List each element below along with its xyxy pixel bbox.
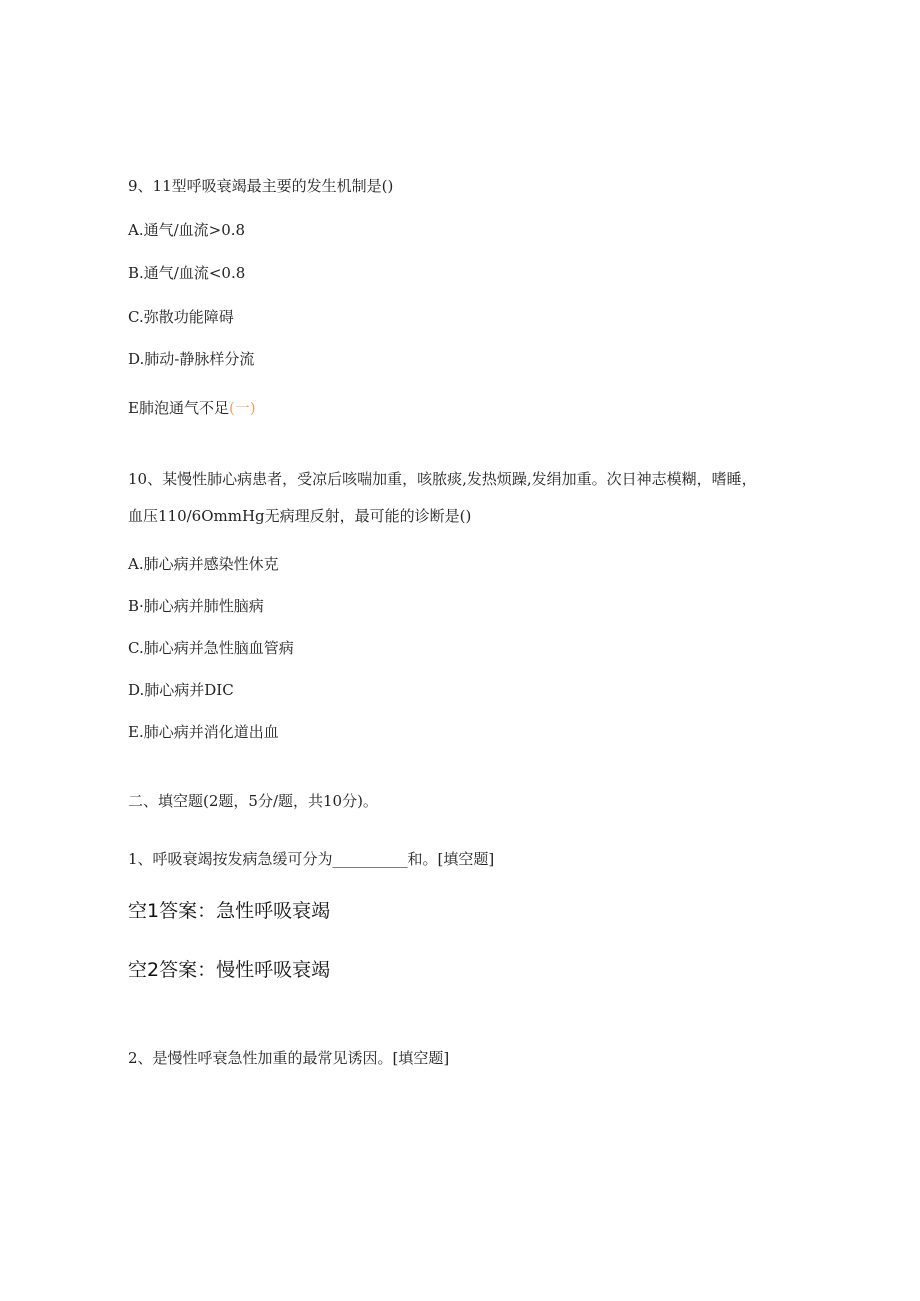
answer-mark: (一) [228, 399, 256, 417]
fill-question-2-stem: 2、是慢性呼衰急性加重的最常见诱因。[填空题] [128, 1049, 450, 1067]
question-9-option-c: C.弥散功能障碍 [128, 308, 234, 326]
fill-question-1-stem: 1、呼吸衰竭按发病急缓可分为__________和。[填空题] [128, 850, 495, 868]
fill-question-1-answer-1: 空1答案：急性呼吸衰竭 [128, 900, 331, 922]
question-10-option-d: D.肺心病并DIC [128, 681, 234, 699]
question-9-option-e-text: E肺泡通气不足 [128, 399, 229, 417]
question-9-option-a: A.通气/血流>0.8 [128, 221, 246, 239]
section-heading: 二、填空题(2题，5分/题，共10分)。 [128, 792, 378, 810]
question-10-option-c: C.肺心病并急性脑血管病 [128, 639, 294, 657]
question-10-option-e: E.肺心病并消化道出血 [128, 723, 279, 741]
question-10-stem: 10、某慢性肺心病患者，受凉后咳喘加重，咳脓痰,发热烦躁,发绢加重。次日神志模糊，嗜睡，血压110/6OmmHg无病理反射，最可能的诊断是() [128, 470, 757, 525]
question-9-option-b: B.通气/血流<0.8 [128, 264, 246, 282]
question-9-stem: 9、11型呼吸衰竭最主要的发生机制是() [128, 177, 394, 195]
question-9-option-e [128, 398, 256, 418]
question-9-option-d: D.肺动-静脉样分流 [128, 350, 255, 368]
question-10-option-b: B·肺心病并肺性脑病 [128, 597, 264, 615]
fill-question-1-answer-2: 空2答案：慢性呼吸衰竭 [128, 959, 331, 981]
question-10-option-a: A.肺心病并感染性休克 [128, 555, 279, 573]
